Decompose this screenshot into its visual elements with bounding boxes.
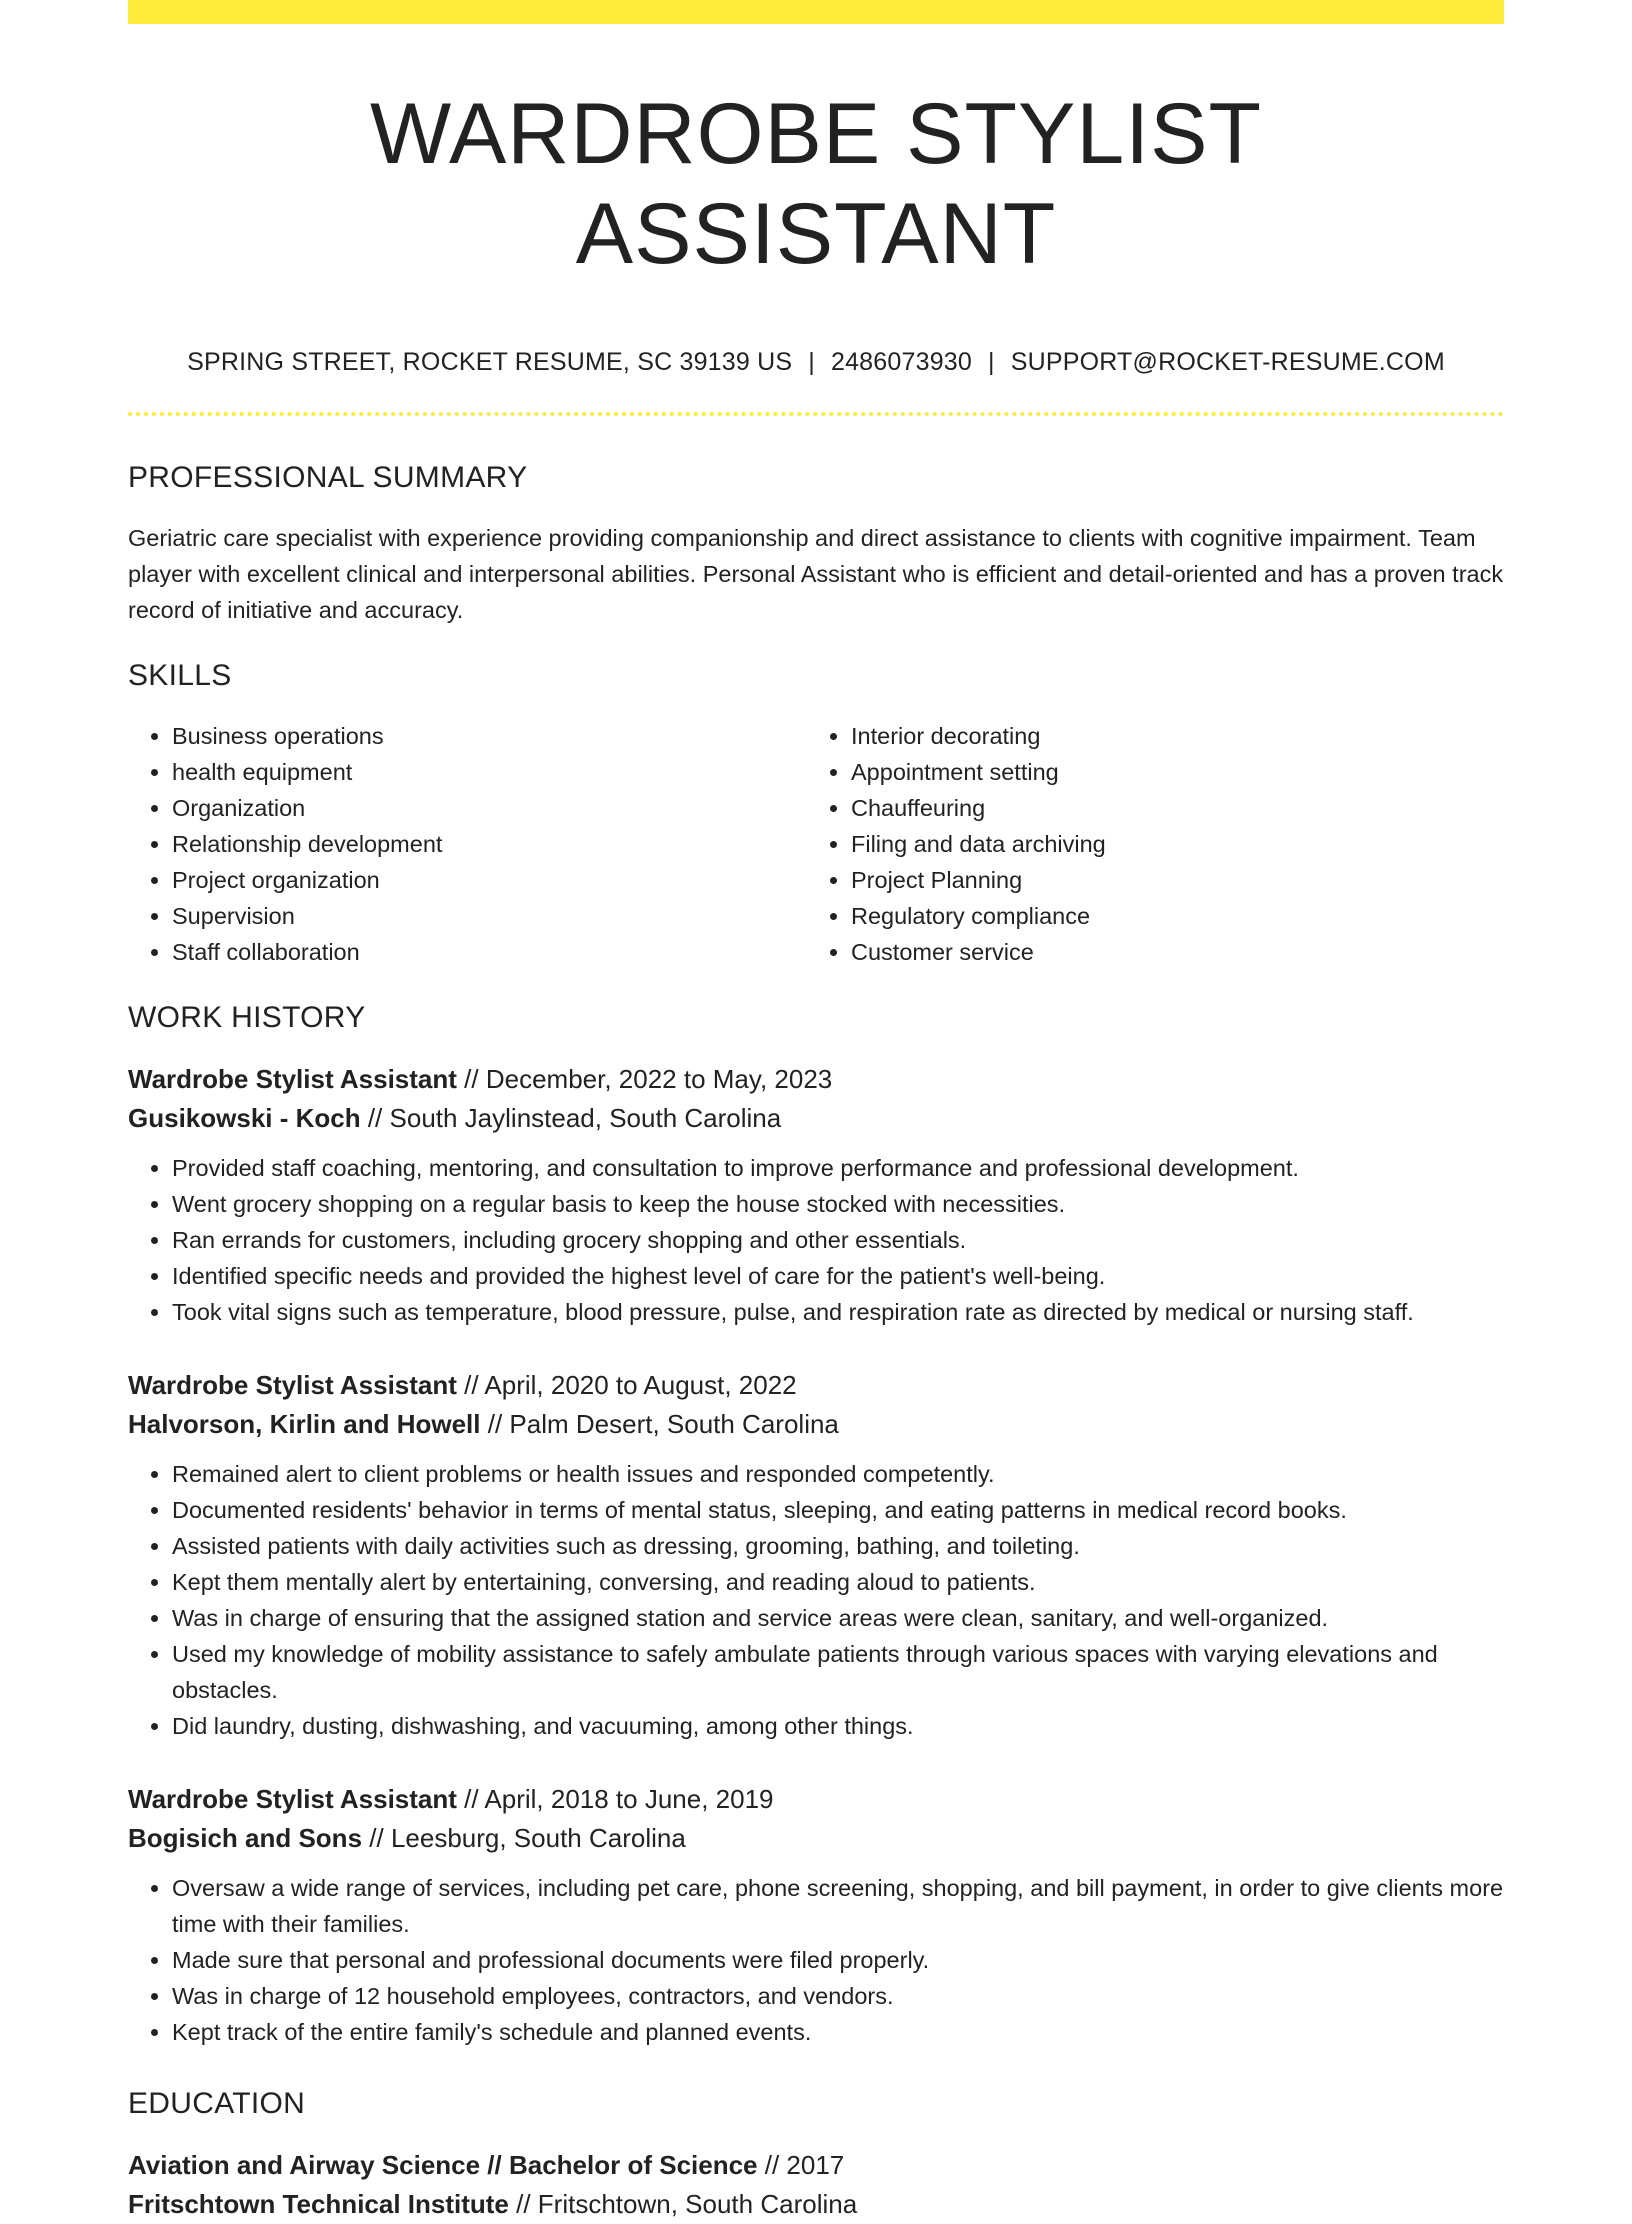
job-entry <box>128 1060 1504 1330</box>
contact-email[interactable]: SUPPORT@ROCKET-RESUME.COM <box>1010 348 1445 376</box>
summary-heading: PROFESSIONAL SUMMARY <box>128 461 528 494</box>
accent-top-bar <box>128 0 1504 24</box>
field-separator: // <box>360 1103 390 1133</box>
job-bullet: • Oversaw a wide range of services, including pet care, phone screening, shopping, and bill payment, in order to give clients more time with their families. <box>172 1870 1504 1942</box>
job-role: Wardrobe Stylist Assistant <box>128 1064 457 1094</box>
job-bullet: • Did laundry, dusting, dishwashing, and vacuuming, among other things. <box>172 1708 1504 1744</box>
skills-column-left <box>128 718 807 970</box>
skill-item: • Project Planning <box>851 862 1486 898</box>
contact-address: SPRING STREET, ROCKET RESUME, SC 39139 US <box>187 348 793 376</box>
job-bullet: • Kept them mentally alert by entertaining, conversing, and reading aloud to patients. <box>172 1564 1504 1600</box>
field-separator: // <box>456 1370 485 1400</box>
job-company: Halvorson, Kirlin and Howell <box>128 1409 481 1439</box>
education-entry <box>128 2146 1504 2224</box>
field-separator: // <box>456 1784 485 1814</box>
skill-item: • Interior decorating <box>851 718 1486 754</box>
skill-item: • Relationship development <box>172 826 807 862</box>
job-company-line <box>128 1819 1504 1858</box>
education-degree-line <box>128 2146 1504 2185</box>
job-bullet: • Made sure that personal and professional documents were filed properly. <box>172 1942 1504 1978</box>
job-role: Wardrobe Stylist Assistant <box>128 1784 457 1814</box>
skill-item: • Chauffeuring <box>851 790 1486 826</box>
skill-item: • health equipment <box>172 754 807 790</box>
job-company-line <box>128 1099 1504 1138</box>
job-title-line <box>128 1780 1504 1819</box>
skill-item: • Business operations <box>172 718 807 754</box>
job-bullets <box>128 1456 1504 1744</box>
job-dates: April, 2020 to August, 2022 <box>484 1370 797 1400</box>
education-location: Fritschtown, South Carolina <box>537 2189 858 2219</box>
skill-item: • Filing and data archiving <box>851 826 1486 862</box>
job-entry <box>128 1366 1504 1744</box>
job-bullet: • Went grocery shopping on a regular basis to keep the house stocked with necessities. <box>172 1186 1504 1222</box>
education-school: Fritschtown Technical Institute <box>128 2189 509 2219</box>
skill-item: • Supervision <box>172 898 807 934</box>
dotted-divider <box>128 412 1504 416</box>
contact-separator: | <box>808 348 815 376</box>
job-location: Leesburg, South Carolina <box>390 1823 686 1853</box>
field-separator: // <box>480 1409 510 1439</box>
field-separator: // <box>362 1823 391 1853</box>
job-bullets <box>128 1150 1504 1330</box>
job-bullet: • Took vital signs such as temperature, blood pressure, pulse, and respiration rate as directed by medical or nursing staff. <box>172 1294 1504 1330</box>
job-bullet: • Documented residents' behavior in terms of mental status, sleeping, and eating patterns in medical record books. <box>172 1492 1504 1528</box>
job-dates: April, 2018 to June, 2019 <box>484 1784 774 1814</box>
candidate-name: WARDROBE STYLIST ASSISTANT <box>369 86 1263 282</box>
summary-text: Geriatric care specialist with experience providing companionship and direct assistance to clients with cognitive impairment. Team player with excellent clinical and interpersonal abilities. Personal Assistant who is efficient and detail-oriented and has a proven track record of initiative and accuracy. <box>128 525 1504 623</box>
job-location: South Jaylinstead, South Carolina <box>389 1103 782 1133</box>
job-company: Bogisich and Sons <box>128 1823 363 1853</box>
job-bullet: • Was in charge of ensuring that the assigned station and service areas were clean, sanitary, and well-organized. <box>172 1600 1504 1636</box>
skill-item: • Project organization <box>172 862 807 898</box>
job-bullet: • Kept track of the entire family's schedule and planned events. <box>172 2014 1504 2050</box>
field-separator: // <box>757 2150 787 2180</box>
contact-separator: | <box>988 348 995 376</box>
field-separator: // <box>508 2189 538 2219</box>
field-separator: // <box>456 1064 486 1094</box>
skill-item: • Organization <box>172 790 807 826</box>
job-bullet: • Provided staff coaching, mentoring, and consultation to improve performance and professional development. <box>172 1150 1504 1186</box>
skills-list <box>128 718 1504 970</box>
job-location: Palm Desert, South Carolina <box>509 1409 839 1439</box>
job-bullets <box>128 1870 1504 2050</box>
skill-item: • Staff collaboration <box>172 934 807 970</box>
skills-heading: SKILLS <box>128 659 232 692</box>
skill-item: • Appointment setting <box>851 754 1486 790</box>
skill-item: • Regulatory compliance <box>851 898 1486 934</box>
job-title-line <box>128 1366 1504 1405</box>
job-bullet: • Remained alert to client problems or health issues and responded competently. <box>172 1456 1504 1492</box>
job-bullet: • Used my knowledge of mobility assistance to safely ambulate patients through various spaces with varying elevations and obstacles. <box>172 1636 1504 1708</box>
job-title-line <box>128 1060 1504 1099</box>
job-company: Gusikowski - Koch <box>128 1103 361 1133</box>
job-dates: December, 2022 to May, 2023 <box>485 1064 833 1094</box>
job-entry <box>128 1780 1504 2050</box>
job-bullet: • Assisted patients with daily activities such as dressing, grooming, bathing, and toileting. <box>172 1528 1504 1564</box>
job-bullet: • Identified specific needs and provided the highest level of care for the patient's well-being. <box>172 1258 1504 1294</box>
resume-page <box>128 0 1504 2224</box>
skill-item: • Customer service <box>851 934 1486 970</box>
job-company-line <box>128 1405 1504 1444</box>
education-school-line <box>128 2185 1504 2224</box>
job-bullet: • Was in charge of 12 household employees, contractors, and vendors. <box>172 1978 1504 2014</box>
education-degree: Aviation and Airway Science // Bachelor of Science <box>128 2150 758 2180</box>
education-heading: EDUCATION <box>128 2087 306 2120</box>
job-bullet: • Ran errands for customers, including grocery shopping and other essentials. <box>172 1222 1504 1258</box>
skills-column-right <box>807 718 1486 970</box>
contact-phone: 2486073930 <box>830 348 973 376</box>
job-role: Wardrobe Stylist Assistant <box>128 1370 457 1400</box>
work-history-heading: WORK HISTORY <box>128 1001 366 1034</box>
contact-line <box>128 346 1504 378</box>
education-year: 2017 <box>786 2150 845 2180</box>
